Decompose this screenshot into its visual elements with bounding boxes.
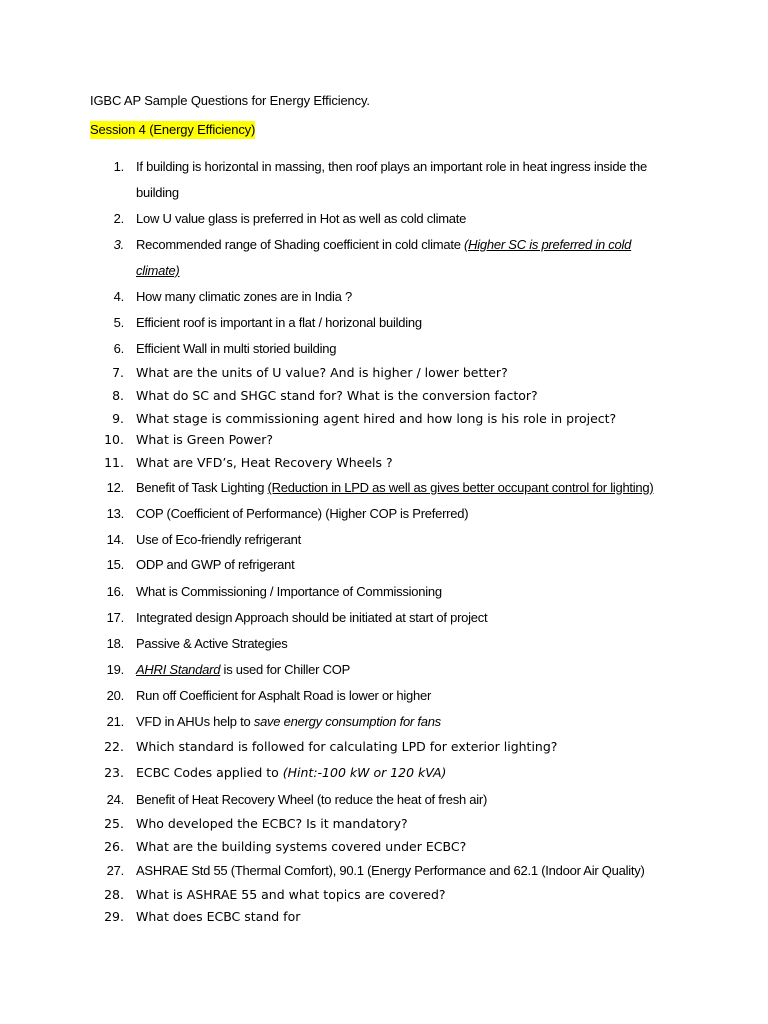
item-hint-continuation: climate) <box>136 263 180 278</box>
item-text: Efficient roof is important in a flat / horizonal building <box>136 315 422 330</box>
item-number: 25. <box>104 816 124 831</box>
item-text: What are the building systems covered under ECBC? <box>136 839 467 854</box>
item-text: What do SC and SHGC stand for? What is the conversion factor? <box>136 388 538 403</box>
item-text-main: ECBC Codes applied to <box>136 765 283 780</box>
item-standard-name: AHRI Standard <box>136 662 221 677</box>
item-text: What stage is commissioning agent hired and how long is his role in project? <box>136 411 617 426</box>
item-number: 11. <box>104 455 124 470</box>
item-number: 24. <box>106 792 124 807</box>
item-number: 17. <box>106 610 124 625</box>
item-number: 29. <box>104 909 124 924</box>
item-number: 4. <box>113 289 124 304</box>
item-number: 18. <box>106 636 124 651</box>
item-text: Use of Eco-friendly refrigerant <box>136 532 301 547</box>
item-number: 28. <box>104 887 124 902</box>
item-number: 8. <box>112 388 124 403</box>
item-number: 15. <box>106 557 124 572</box>
item-number: 13. <box>106 506 124 521</box>
item-text: Passive & Active Strategies <box>136 636 288 651</box>
item-hint: (Hint:-100 kW or 120 kVA) <box>282 765 447 780</box>
item-number: 20. <box>106 688 124 703</box>
item-number: 6. <box>113 341 124 356</box>
item-text: ASHRAE Std 55 (Thermal Comfort), 90.1 (Energy Performance and 62.1 (Indoor Air Quality) <box>136 863 645 878</box>
item-number: 22. <box>104 739 124 754</box>
session-heading <box>90 122 255 137</box>
item-text <box>136 765 446 780</box>
item-text: Benefit of Heat Recovery Wheel (to reduce the heat of fresh air) <box>136 792 488 807</box>
item-text <box>136 237 631 252</box>
item-text: What does ECBC stand for <box>136 909 301 924</box>
item-number: 27. <box>106 863 124 878</box>
item-text: Efficient Wall in multi storied building <box>136 341 337 356</box>
item-number: 21. <box>106 714 124 729</box>
item-text-continuation: building <box>136 185 179 200</box>
item-text: What are the units of U value? And is higher / lower better? <box>136 365 508 380</box>
item-number: 26. <box>104 839 124 854</box>
item-number: 2. <box>113 211 124 226</box>
item-text-main: Recommended range of Shading coefficient in cold climate <box>136 237 465 252</box>
item-number: 3. <box>113 237 124 252</box>
item-text: Low U value glass is preferred in Hot as well as cold climate <box>136 211 467 226</box>
item-number: 14. <box>106 532 124 547</box>
item-text: What is Green Power? <box>136 432 274 447</box>
item-text-main: is used for Chiller COP <box>220 662 351 677</box>
item-text <box>136 662 350 677</box>
item-number: 1. <box>113 159 124 174</box>
item-number: 12. <box>106 480 124 495</box>
item-number: 23. <box>104 765 124 780</box>
item-note: (Reduction in LPD as well as gives better occupant control for lighting) <box>267 480 654 495</box>
item-number: 16. <box>106 584 124 599</box>
item-number: 19. <box>106 662 124 677</box>
item-text: Run off Coefficient for Asphalt Road is lower or higher <box>136 688 432 703</box>
item-text: Who developed the ECBC? Is it mandatory? <box>136 816 408 831</box>
item-text: What is Commissioning / Importance of Commissioning <box>136 584 442 599</box>
item-text <box>136 480 653 495</box>
item-text: ODP and GWP of refrigerant <box>136 557 295 572</box>
item-number: 10. <box>104 432 124 447</box>
item-text: Integrated design Approach should be initiated at start of project <box>136 610 488 625</box>
item-hint: (Higher SC is preferred in cold <box>464 237 632 252</box>
item-text: If building is horizontal in massing, then roof plays an important role in heat ingress inside the <box>136 159 647 174</box>
item-text: Which standard is followed for calculating LPD for exterior lighting? <box>136 739 558 754</box>
item-text-main: VFD in AHUs help to <box>136 714 254 729</box>
item-number: 7. <box>112 365 124 380</box>
item-emphasis: save energy consumption for fans <box>253 714 441 729</box>
item-text: What are VFD’s, Heat Recovery Wheels ? <box>136 455 393 470</box>
item-text: COP (Coefficient of Performance) (Higher COP is Preferred) <box>136 506 469 521</box>
item-text <box>136 714 441 729</box>
session-highlight: Session 4 (Energy Efficiency) <box>90 122 256 137</box>
item-text: What is ASHRAE 55 and what topics are covered? <box>136 887 446 902</box>
item-text-main: Benefit of Task Lighting <box>136 480 268 495</box>
item-text: How many climatic zones are in India ? <box>136 289 352 304</box>
document-title: IGBC AP Sample Questions for Energy Efficiency. <box>90 93 370 108</box>
item-number: 9. <box>112 411 124 426</box>
item-number: 5. <box>113 315 124 330</box>
